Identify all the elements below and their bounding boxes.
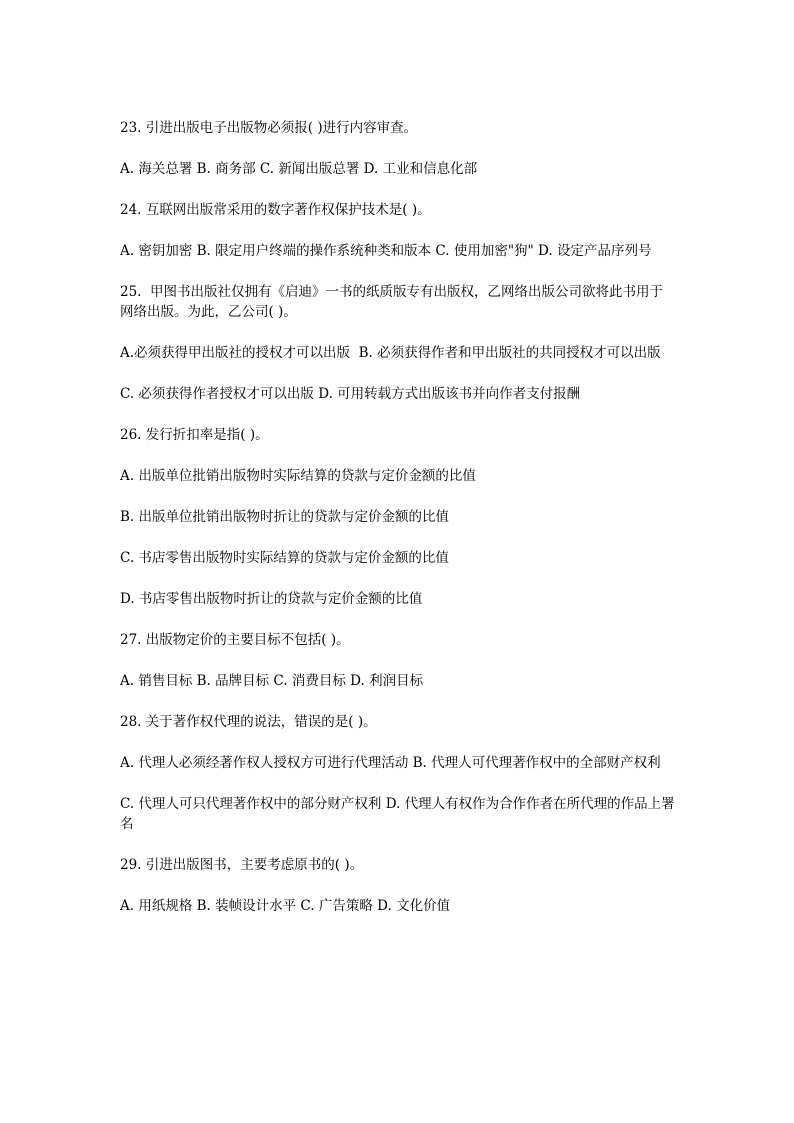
question-29: 29. 引进出版图书，主要考虑原书的( )。 <box>120 857 364 873</box>
question-26: 26. 发行折扣率是指( )。 <box>120 427 269 443</box>
options-28-cd: C. 代理人可只代理著作权中的部分财产权利 D. 代理人有权作为合作作者在所代理的作品上署名 <box>120 796 675 832</box>
question-23: 23. 引进出版电子出版物必须报( )进行内容审查。 <box>120 120 418 136</box>
question-24: 24. 互联网出版常采用的数字著作权保护技术是( )。 <box>120 202 431 218</box>
options-23: A. 海关总署 B. 商务部 C. 新闻出版总署 D. 工业和信息化部 <box>120 161 478 177</box>
options-25-ab: A.必须获得甲出版社的授权才可以出版 B. 必须获得作者和甲出版社的共同授权才可以出版 <box>120 345 661 361</box>
option-26-b: B. 出版单位批销出版物时折让的贷款与定价金额的比值 <box>120 509 450 525</box>
options-24: A. 密钥加密 B. 限定用户终端的操作系统种类和版本 C. 使用加密"狗" D. 设定产品序列号 <box>120 243 652 259</box>
options-28-ab: A. 代理人必须经著作权人授权方可进行代理活动 B. 代理人可代理著作权中的全部财产权利 <box>120 755 661 771</box>
option-26-d: D. 书店零售出版物时折让的贷款与定价金额的比值 <box>120 591 423 607</box>
options-25-cd: C. 必须获得作者授权才可以出版 D. 可用转载方式出版该书并向作者支付报酬 <box>120 386 581 402</box>
option-26-a: A. 出版单位批销出版物时实际结算的贷款与定价金额的比值 <box>120 468 476 484</box>
document-body <box>120 118 676 937</box>
options-27: A. 销售目标 B. 品牌目标 C. 消费目标 D. 利润目标 <box>120 673 424 689</box>
option-26-c: C. 书店零售出版物时实际结算的贷款与定价金额的比值 <box>120 550 449 566</box>
question-25: 25. 甲图书出版社仅拥有《启迪》一书的纸质版专有出版权，乙网络出版公司欲将此书用于网络出版。为此，乙公司( )。 <box>120 284 664 320</box>
question-27: 27. 出版物定价的主要目标不包括( )。 <box>120 632 350 648</box>
question-28: 28. 关于著作权代理的说法，错误的是( )。 <box>120 714 377 730</box>
options-29: A. 用纸规格 B. 装帧设计水平 C. 广告策略 D. 文化价值 <box>120 898 451 914</box>
